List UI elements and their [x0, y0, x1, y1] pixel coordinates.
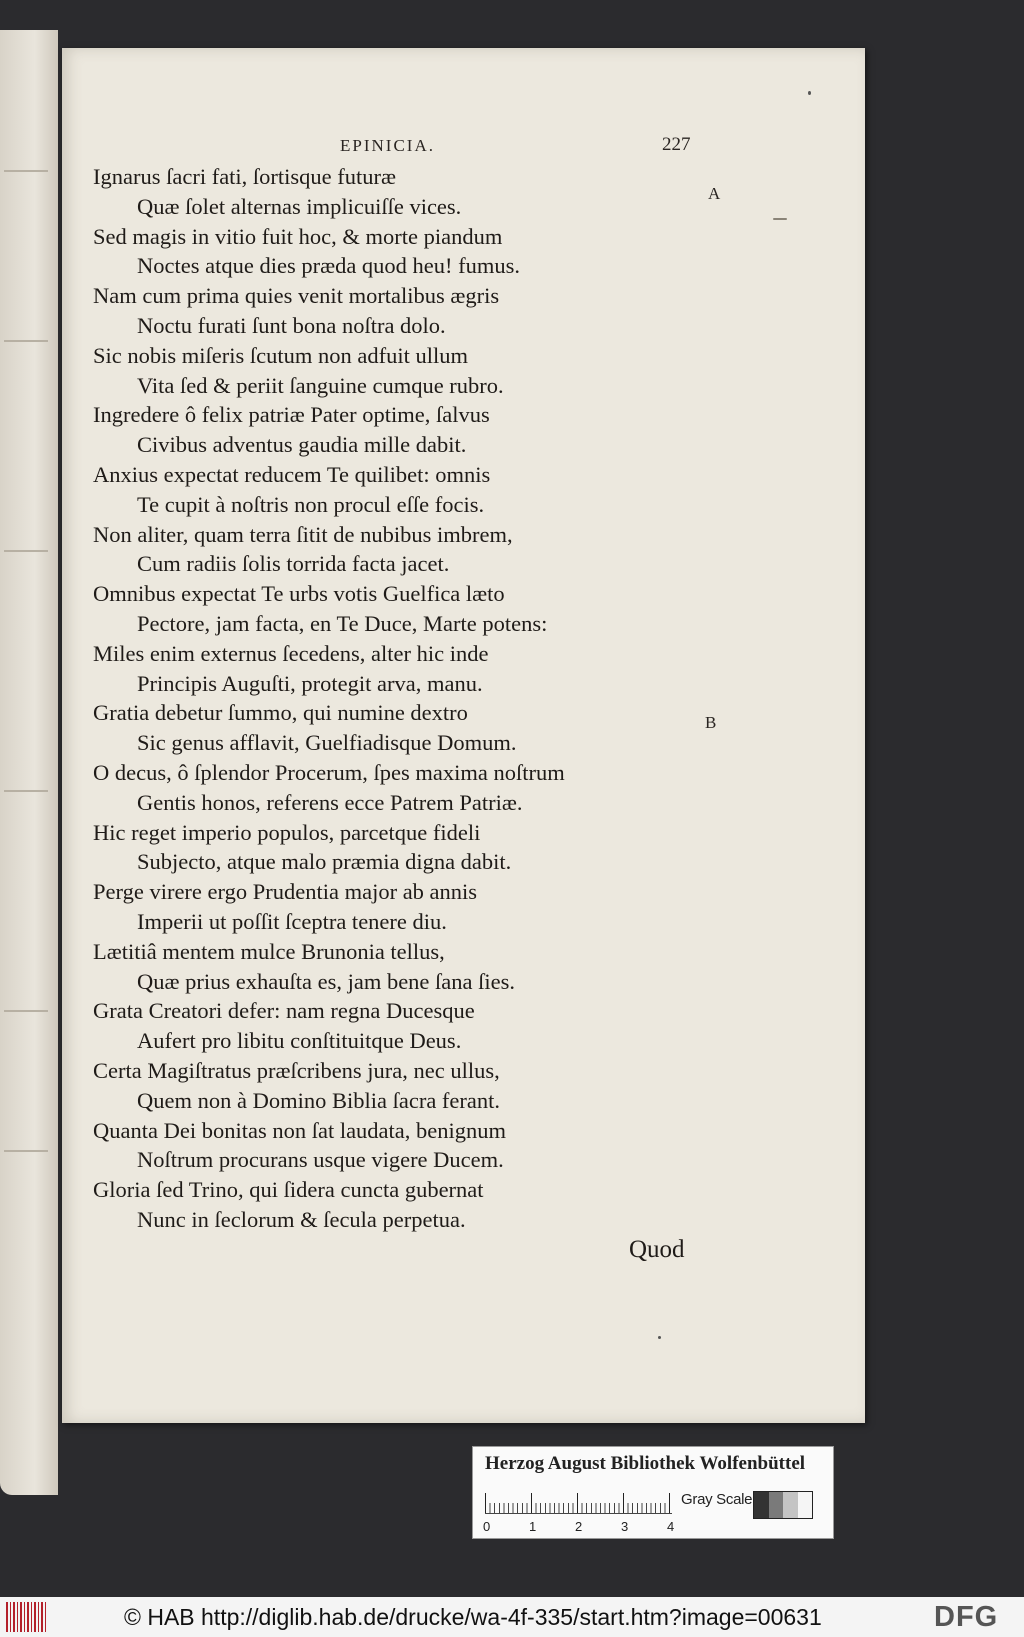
verse-line: Cum radiis ſolis torrida facta jacet.	[137, 551, 450, 577]
ruler-number: 4	[667, 1519, 675, 1534]
ruler-number: 0	[483, 1519, 491, 1534]
verse-line: Certa Magiſtratus præſcribens jura, nec ullus,	[93, 1057, 500, 1083]
verse-line: Noctu furati ſunt bona noſtra dolo.	[137, 312, 446, 338]
verse-line: Gratia debetur ſummo, qui numine dextro	[93, 700, 468, 726]
margin-letter-b: B	[705, 713, 717, 732]
verse-line: Gloria ſed Trino, qui ſidera cuncta gubernat	[93, 1177, 484, 1203]
verse-line: Nunc in ſeclorum & ſecula perpetua.	[137, 1206, 466, 1232]
scale-ruler	[485, 1493, 672, 1514]
verse-line: Quæ ſolet alternas implicuiſſe vices.	[137, 193, 462, 219]
ink-speck	[773, 218, 787, 220]
gray-swatch	[769, 1492, 784, 1518]
verse-line: Aufert pro libitu conſtituitque Deus.	[137, 1028, 462, 1054]
verse-line: Noctes atque dies præda quod heu! fumus.	[137, 253, 521, 279]
verse-line: Te cupit à noſtris non procul eſſe focis.	[137, 491, 485, 517]
ink-speck	[658, 1336, 661, 1339]
verse-line: Gentis honos, referens ecce Patrem Patriæ.	[137, 789, 523, 815]
gray-scale-label: Gray Scale	[681, 1491, 753, 1508]
gray-swatch	[754, 1492, 769, 1518]
page-number: 227	[662, 134, 691, 155]
gray-scale-swatches	[753, 1491, 813, 1519]
verse-line: Non aliter, quam terra ſitit de nubibus imbrem,	[93, 521, 513, 547]
bleed-mark	[4, 790, 48, 792]
library-color-card	[472, 1446, 834, 1539]
catchword: Quod	[629, 1236, 685, 1263]
ruler-number: 2	[575, 1519, 583, 1534]
bleed-mark	[4, 170, 48, 172]
verse-line: Imperii ut poſſit ſceptra tenere diu.	[137, 908, 447, 934]
verse-line: Vita ſed & periit ſanguine cumque rubro.	[137, 372, 504, 398]
ruler-major-tick	[531, 1493, 532, 1513]
ruler-major-tick	[623, 1493, 624, 1513]
verse-line: Ignarus ſacri fati, ſortisque futuræ	[93, 164, 397, 189]
bleed-mark	[4, 1010, 48, 1012]
verse-line: Principis Auguſti, protegit arva, manu.	[137, 670, 483, 696]
verse-line: Lætitiâ mentem mulce Brunonia tellus,	[93, 938, 445, 964]
verse-line: Quanta Dei bonitas non ſat laudata, benignum	[93, 1117, 507, 1143]
library-name: Herzog August Bibliothek Wolfenbüttel	[485, 1453, 806, 1474]
ruler-major-tick	[485, 1493, 486, 1513]
verse-line: Sed magis in vitio fuit hoc, & morte piandum	[93, 223, 503, 249]
verse-line: O decus, ô ſplendor Procerum, ſpes maxima noſtrum	[93, 759, 565, 785]
margin-letter-a: A	[708, 184, 721, 203]
gray-swatch	[783, 1492, 798, 1518]
facing-page-edge	[0, 30, 58, 1495]
dfg-logo: DFG	[934, 1601, 999, 1633]
verse-line: Hic reget imperio populos, parcetque fideli	[93, 819, 481, 845]
verse-line: Ingredere ô felix patriæ Pater optime, ſalvus	[93, 402, 490, 428]
verse-text	[93, 162, 693, 1235]
gray-swatch	[798, 1492, 813, 1518]
bleed-mark	[4, 340, 48, 342]
verse-line: Perge virere ergo Prudentia major ab annis	[93, 879, 478, 905]
hab-barcode-icon	[6, 1602, 46, 1632]
ruler-major-tick	[577, 1493, 578, 1513]
verse-line: Nam cum prima quies venit mortalibus ægris	[93, 283, 500, 309]
bleed-mark	[4, 550, 48, 552]
verse-line: Quæ prius exhauſta es, jam bene ſana ſies.	[137, 968, 516, 994]
bleed-mark	[4, 1150, 48, 1152]
ruler-number: 1	[529, 1519, 537, 1534]
footer-bar	[0, 1597, 1024, 1637]
verse-line: Miles enim externus ſecedens, alter hic inde	[93, 640, 489, 666]
verse-line: Sic genus afflavit, Guelfiadisque Domum.	[137, 730, 517, 756]
verse-line: Noſtrum procurans usque vigere Ducem.	[137, 1147, 504, 1173]
running-head: EPINICIA.	[340, 136, 435, 155]
verse-line: Grata Creatori defer: nam regna Ducesque	[93, 998, 475, 1024]
verse-line: Quem non à Domino Biblia ſacra ferant.	[137, 1087, 501, 1113]
ruler-number: 3	[621, 1519, 629, 1534]
verse-line: Anxius expectat reducem Te quilibet: omnis	[93, 461, 491, 487]
verse-line: Pectore, jam facta, en Te Duce, Marte potens:	[137, 610, 548, 636]
verse-line: Omnibus expectat Te urbs votis Guelfica læto	[93, 581, 505, 607]
ruler-major-tick	[669, 1493, 670, 1513]
verse-line: Subjecto, atque malo præmia digna dabit.	[137, 849, 512, 875]
verse-line: Sic nobis miſeris ſcutum non adfuit ullum	[93, 342, 468, 368]
verse-line: Civibus adventus gaudia mille dabit.	[137, 432, 467, 458]
footer-url[interactable]: © HAB http://diglib.hab.de/drucke/wa-4f-335/start.htm?image=00631	[124, 1604, 822, 1630]
ink-speck	[808, 91, 811, 95]
